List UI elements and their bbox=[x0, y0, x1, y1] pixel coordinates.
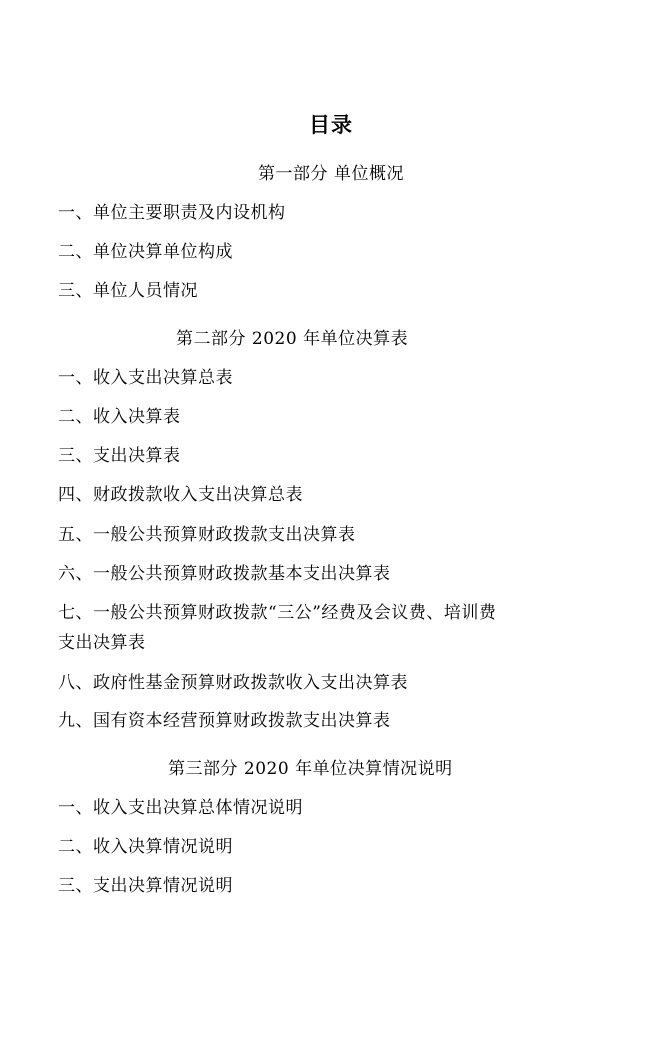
toc-entry: 五、一般公共预算财政拨款支出决算表 bbox=[58, 524, 356, 545]
toc-entry: 一、单位主要职责及内设机构 bbox=[58, 202, 286, 223]
toc-entry: 二、单位决算单位构成 bbox=[58, 241, 233, 262]
toc-entry: 一、收入支出决算总体情况说明 bbox=[58, 797, 303, 818]
toc-entry: 二、收入决算情况说明 bbox=[58, 836, 233, 857]
toc-entry: 三、支出决算表 bbox=[58, 446, 181, 467]
part-heading-1: 第一部分 单位概况 bbox=[258, 164, 404, 185]
toc-entry: 九、国有资本经营预算财政拨款支出决算表 bbox=[58, 710, 391, 731]
toc-entry: 二、收入决算表 bbox=[58, 406, 181, 427]
part-heading-2: 第二部分 2020 年单位决算表 bbox=[176, 329, 409, 350]
toc-entry: 四、财政拨款收入支出决算总表 bbox=[58, 485, 303, 506]
toc-entry: 三、单位人员情况 bbox=[58, 281, 198, 302]
page-title: 目录 bbox=[309, 112, 353, 137]
toc-entry: 六、一般公共预算财政拨款基本支出决算表 bbox=[58, 563, 391, 584]
toc-entry-line2: 支出决算表 bbox=[58, 633, 146, 654]
document-page bbox=[0, 112, 662, 1048]
toc-entry: 八、政府性基金预算财政拨款收入支出决算表 bbox=[58, 672, 408, 693]
part-heading-3: 第三部分 2020 年单位决算情况说明 bbox=[168, 759, 453, 780]
toc-entry: 一、收入支出决算总表 bbox=[58, 367, 233, 388]
toc-entry: 三、支出决算情况说明 bbox=[58, 876, 233, 897]
toc-entry-wrapped bbox=[58, 603, 604, 655]
toc-entry-line1: 七、一般公共预算财政拨款“三公”经费及会议费、培训费 bbox=[58, 603, 497, 624]
